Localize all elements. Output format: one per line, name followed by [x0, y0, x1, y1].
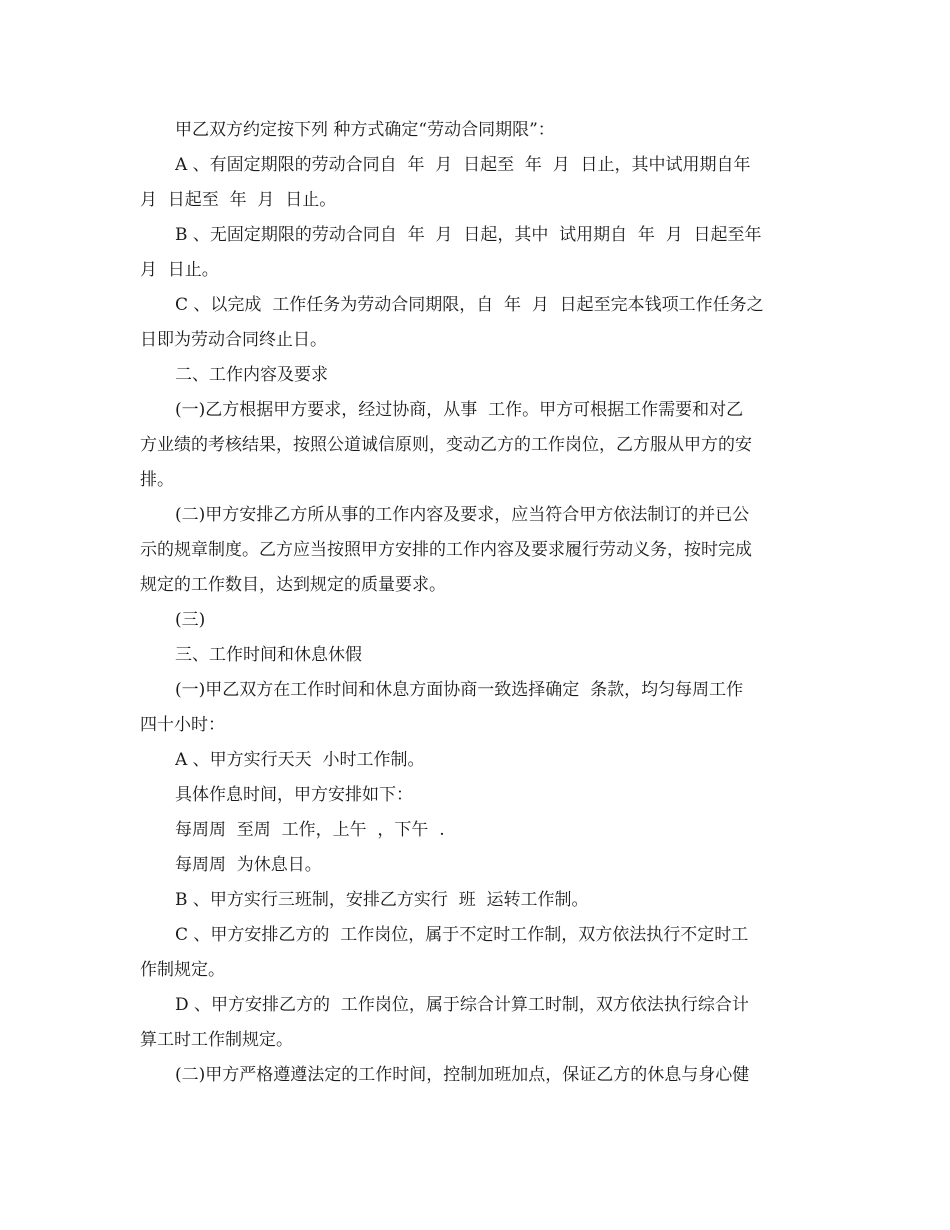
text-line: A 、甲方实行天天 小时工作制。 — [175, 750, 425, 770]
text-line: C 、以完成 工作任务为劳动合同期限，自 年 月 日起至完本钱项工作任务之 — [175, 295, 764, 315]
text-line: 日即为劳动合同终止日。 — [140, 330, 327, 350]
section-heading: 二、工作内容及要求 — [175, 365, 328, 385]
text-line: 四十小时： — [140, 715, 225, 735]
text-line: (二)甲方严格遵遵法定的工作时间，控制加班加点，保证乙方的休息与身心健 — [175, 1065, 750, 1085]
text-line: B 、无固定期限的劳动合同自 年 月 日起，其中 试用期自 年 月 日起至年 — [175, 225, 762, 245]
text-line: 每周周 为休息日。 — [175, 855, 322, 875]
text-line: D 、甲方安排乙方的 工作岗位，属于综合计算工时制，双方依法执行综合计 — [175, 995, 749, 1015]
text-line: 每周周 至周 工作，上午 ，下午 . — [175, 820, 445, 840]
text-line: 算工时工作制规定。 — [140, 1030, 293, 1050]
text-line: 方业绩的考核结果，按照公道诚信原则，变动乙方的工作岗位，乙方服从甲方的安 — [140, 435, 752, 455]
text-line: (三) — [175, 610, 206, 630]
text-line: (二)甲方安排乙方所从事的工作内容及要求，应当符合甲方依法制订的并已公 — [175, 505, 750, 525]
text-line: 排。 — [140, 470, 174, 490]
text-line: 月 日起至 年 月 日止。 — [140, 190, 337, 210]
section-heading: 三、工作时间和休息休假 — [175, 645, 362, 665]
text-line: 规定的工作数目，达到规定的质量要求。 — [140, 575, 446, 595]
text-line: 甲乙双方约定按下列 种方式确定“劳动合同期限”： — [175, 120, 555, 140]
text-line: B 、甲方实行三班制，安排乙方实行 班 运转工作制。 — [175, 890, 589, 910]
text-line: 作制规定。 — [140, 960, 225, 980]
text-line: 月 日止。 — [140, 260, 219, 280]
text-line: 示的规章制度。乙方应当按照甲方安排的工作内容及要求履行劳动义务，按时完成 — [140, 540, 752, 560]
text-line: 具体作息时间，甲方安排如下： — [175, 785, 413, 805]
text-line: (一)乙方根据甲方要求，经过协商，从事 工作。甲方可根据工作需要和对乙 — [175, 400, 744, 420]
text-line: C 、甲方安排乙方的 工作岗位，属于不定时工作制，双方依法执行不定时工 — [175, 925, 749, 945]
text-line: A 、有固定期限的劳动合同自 年 月 日起至 年 月 日止，其中试用期自年 — [175, 155, 751, 175]
text-line: (一)甲乙双方在工作时间和休息方面协商一致选择确定 条款，均匀每周工作 — [175, 680, 744, 700]
